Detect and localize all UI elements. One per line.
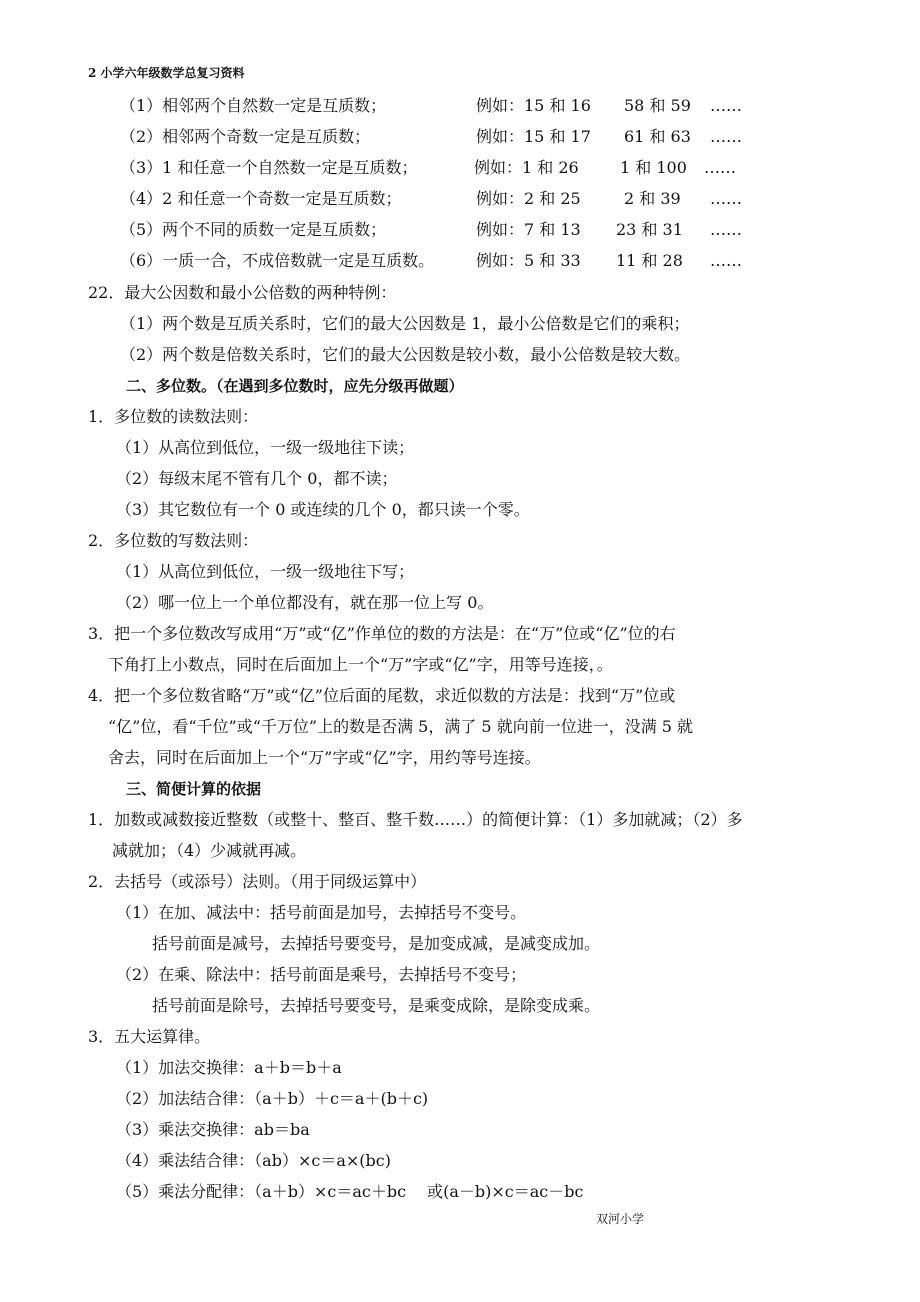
law-1: （1）加法交换律：a＋b＝b＋a — [116, 1058, 342, 1077]
rule-example-2: 23 和 31 — [616, 220, 683, 239]
laws-heading: 3．五大运算律。 — [88, 1027, 211, 1046]
brackets-rule-1: （1）在加、减法中：括号前面是加号，去掉括号不变号。 — [116, 903, 527, 922]
brackets-rule-1-cont: 括号前面是减号，去掉括号要变号，是加变成减，是减变成加。 — [152, 934, 601, 953]
approx-method-cont-2: 舍去，同时在后面加上一个“万”字或“亿”字，用约等号连接。 — [108, 748, 541, 767]
rule-example: 例如：2 和 25 — [476, 189, 581, 208]
law-4: （4）乘法结合律：（ab）×c＝a×(bc) — [116, 1151, 391, 1170]
reading-rule-3: （3）其它数位有一个 0 或连续的几个 0，都只读一个零。 — [116, 500, 530, 519]
rule-text: （6）一质一合，不成倍数就一定是互质数。 — [120, 251, 435, 270]
rule-example-2: 61 和 63 — [624, 127, 691, 146]
item-22-case-2: （2）两个数是倍数关系时，它们的最大公因数是较小数，最小公倍数是较大数。 — [120, 345, 691, 364]
ellipsis: …… — [710, 127, 742, 146]
ellipsis: …… — [710, 96, 742, 115]
page-footer: 双河小学 — [596, 1212, 645, 1226]
law-5: （5）乘法分配律：（a＋b）×c＝ac＋bc 或(a－b)×c＝ac－bc — [116, 1182, 584, 1201]
simplify-item-1-cont: 减就加；（4）少减就再减。 — [112, 841, 307, 860]
rewrite-method: 3．把一个多位数改写成用“万”或“亿”作单位的数的方法是：在“万”位或“亿”位的右 — [88, 624, 676, 643]
rule-example: 例如：5 和 33 — [476, 251, 581, 270]
brackets-rule-2: （2）在乘、除法中：括号前面是乘号，去掉括号不变号； — [116, 965, 527, 984]
rule-example-2: 1 和 100 — [620, 158, 687, 177]
ellipsis: …… — [710, 251, 742, 270]
rule-text: （5）两个不同的质数一定是互质数； — [120, 220, 387, 239]
rule-example: 例如：15 和 17 — [476, 127, 591, 146]
approx-method-cont-1: “亿”位，看“千位”或“千万位”上的数是否满 5，满了 5 就向前一位进一，没满 5 就 — [108, 717, 694, 736]
section-2-heading: 二、多位数。（在遇到多位数时，应先分级再做题） — [126, 377, 464, 395]
rule-example-2: 11 和 28 — [616, 251, 683, 270]
rule-text: （2）相邻两个奇数一定是互质数； — [120, 127, 371, 146]
rule-text: （3）1 和任意一个自然数一定是互质数； — [120, 158, 418, 177]
rule-text: （1）相邻两个自然数一定是互质数； — [120, 96, 387, 115]
rule-example-2: 58 和 59 — [624, 96, 691, 115]
law-3: （3）乘法交换律：ab＝ba — [116, 1120, 310, 1139]
approx-method: 4．把一个多位数省略“万”或“亿”位后面的尾数，求近似数的方法是：找到“万”位或 — [88, 686, 676, 705]
rule-example: 例如：7 和 13 — [476, 220, 581, 239]
law-2: （2）加法结合律：（a＋b）＋c＝a＋(b＋c) — [116, 1089, 429, 1108]
rule-example: 例如：15 和 16 — [476, 96, 591, 115]
brackets-rule-2-cont: 括号前面是除号，去掉括号要变号，是乘变成除，是除变成乘。 — [152, 996, 601, 1015]
reading-rule-1: （1）从高位到低位，一级一级地往下读； — [116, 438, 415, 457]
brackets-rule-heading: 2．去括号（或添号）法则。（用于同级运算中） — [88, 872, 427, 891]
writing-rule-1: （1）从高位到低位，一级一级地往下写； — [116, 562, 415, 581]
simplify-item-1: 1．加数或减数接近整数（或整十、整百、整千数……）的简便计算：（1）多加就减；（2）多 — [88, 810, 743, 829]
section-3-heading: 三、简便计算的依据 — [126, 780, 262, 798]
writing-rules-heading: 2．多位数的写数法则： — [88, 531, 259, 550]
item-22-heading: 22．最大公因数和最小公倍数的两种特例： — [88, 283, 397, 302]
ellipsis: …… — [704, 158, 736, 177]
writing-rule-2: （2）哪一位上一个单位都没有，就在那一位上写 0。 — [116, 593, 494, 612]
item-22-case-1: （1）两个数是互质关系时，它们的最大公因数是 1，最小公倍数是它们的乘积； — [120, 314, 690, 333]
rule-text: （4）2 和任意一个奇数一定是互质数； — [120, 189, 402, 208]
page-header: 2 小学六年级数学总复习资料 — [88, 66, 245, 80]
rule-example-2: 2 和 39 — [624, 189, 681, 208]
rewrite-method-cont: 下角打上小数点，同时在后面加上一个“万”字或“亿”字，用等号连接，。 — [108, 655, 613, 674]
ellipsis: …… — [710, 189, 742, 208]
reading-rule-2: （2）每级末尾不管有几个 0，都不读； — [116, 469, 398, 488]
reading-rules-heading: 1．多位数的读数法则： — [88, 407, 259, 426]
rule-example: 例如：1 和 26 — [474, 158, 579, 177]
ellipsis: …… — [710, 220, 742, 239]
